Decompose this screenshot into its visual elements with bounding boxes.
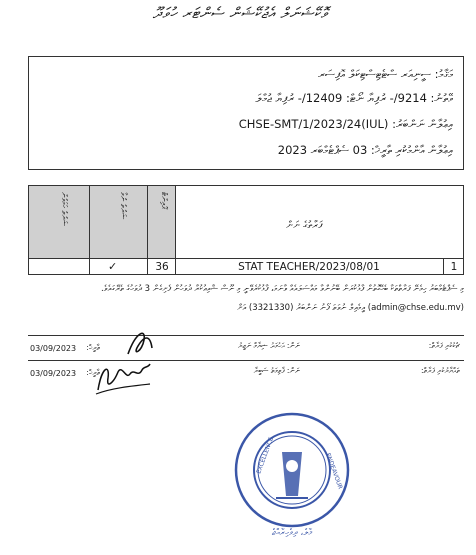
signature-2-mark: [92, 356, 154, 398]
signature-1-date-label: ތާރީޚް:: [86, 343, 100, 352]
col-header-qualified: ޝަރުތު ހަމަވުން: [60, 192, 69, 227]
official-stamp: [232, 410, 352, 530]
results-table: [28, 185, 464, 275]
stamp-inner-right: ENDEAVOUR: [324, 452, 344, 491]
signature-2-date-label: ތާރީޚް:: [86, 368, 100, 377]
stamp-inner-left: EXCELLENCE: [255, 436, 276, 475]
row-points: 36: [155, 261, 169, 273]
signature-2-date: 03/09/2023: [30, 369, 77, 378]
note-line-1: މި ސެޕްޓެމްބަރު ހިމެނޭ ފަރާތްތަކާ ބެހޭގޮތުން ފާޅުކުރަން ބޭނުންވާ މައްސަލައެއް ވާނަމަ، ފާޅުކުރެވޭނީ މި ނޫސް ޝާއިޢުކުރާ ދުވަހުން ފެށިގެން 3 ދުވަހުގެ ތެރޭގައެވެ.: [100, 284, 464, 294]
signature-2-role: ތައްޔާރުކުރި ފަރާތް:: [420, 366, 460, 375]
stamp-bottom-text: މާލެ، ދިވެހިރާއްޖެ: [271, 528, 313, 538]
col-header-points: ޕޮއިންޓް: [160, 192, 169, 209]
announcement-number: އިޢުލާން ނަންބަރު: (IUL)CHSE-SMT/1/2023/24: [238, 117, 453, 131]
info-box: [28, 56, 464, 170]
announcement-date: އިޢުލާން އާންމުކުރި ތާރީޚް: 03 ސެޕްޓެމްބަރ 2023: [277, 143, 453, 157]
document-title: ވޮކޭޝަނަލް އެޖުކޭޝަން ސެންޓަރ ހުވަދޫ: [152, 4, 328, 22]
signature-1-date: 03/09/2023: [30, 344, 77, 353]
signature-2-name: ނަން: ފާތިމަތު ސަބީރާ: [253, 366, 300, 375]
row-name: STAT TEACHER/2023/08/01: [238, 261, 380, 273]
note-line-2: (admin@chse.edu.mv) އީމެއިލް ނުވަތަ ފޯނު ނަންބަރު (3321330) އަށް: [237, 303, 464, 313]
salary-line: ވޭތުނު: 9214/- ރުފިޔާ ނޯޓް: 12409/- ރުފިޔާ ޖުމްލަ: [255, 91, 453, 105]
row-number: 1: [450, 261, 458, 273]
col-header-name: ފަރާތުގެ ނަން: [285, 220, 323, 231]
signature-1-name: ނަން: އަހުމަދު ޝިޔާމް ނަޒީރު: [237, 341, 300, 350]
row-mark: ✓: [108, 260, 118, 273]
col-header-not-qualified: ޝަރުތު ނުވާ: [119, 192, 128, 220]
post-line: މަޤާމު: ސީނިއަރ ސްޓެޓިސްޓިކަލް އޮފިސަރ: [318, 67, 453, 81]
signature-1-role: ޗެކުކުރި ފަރާތް:: [428, 341, 460, 350]
